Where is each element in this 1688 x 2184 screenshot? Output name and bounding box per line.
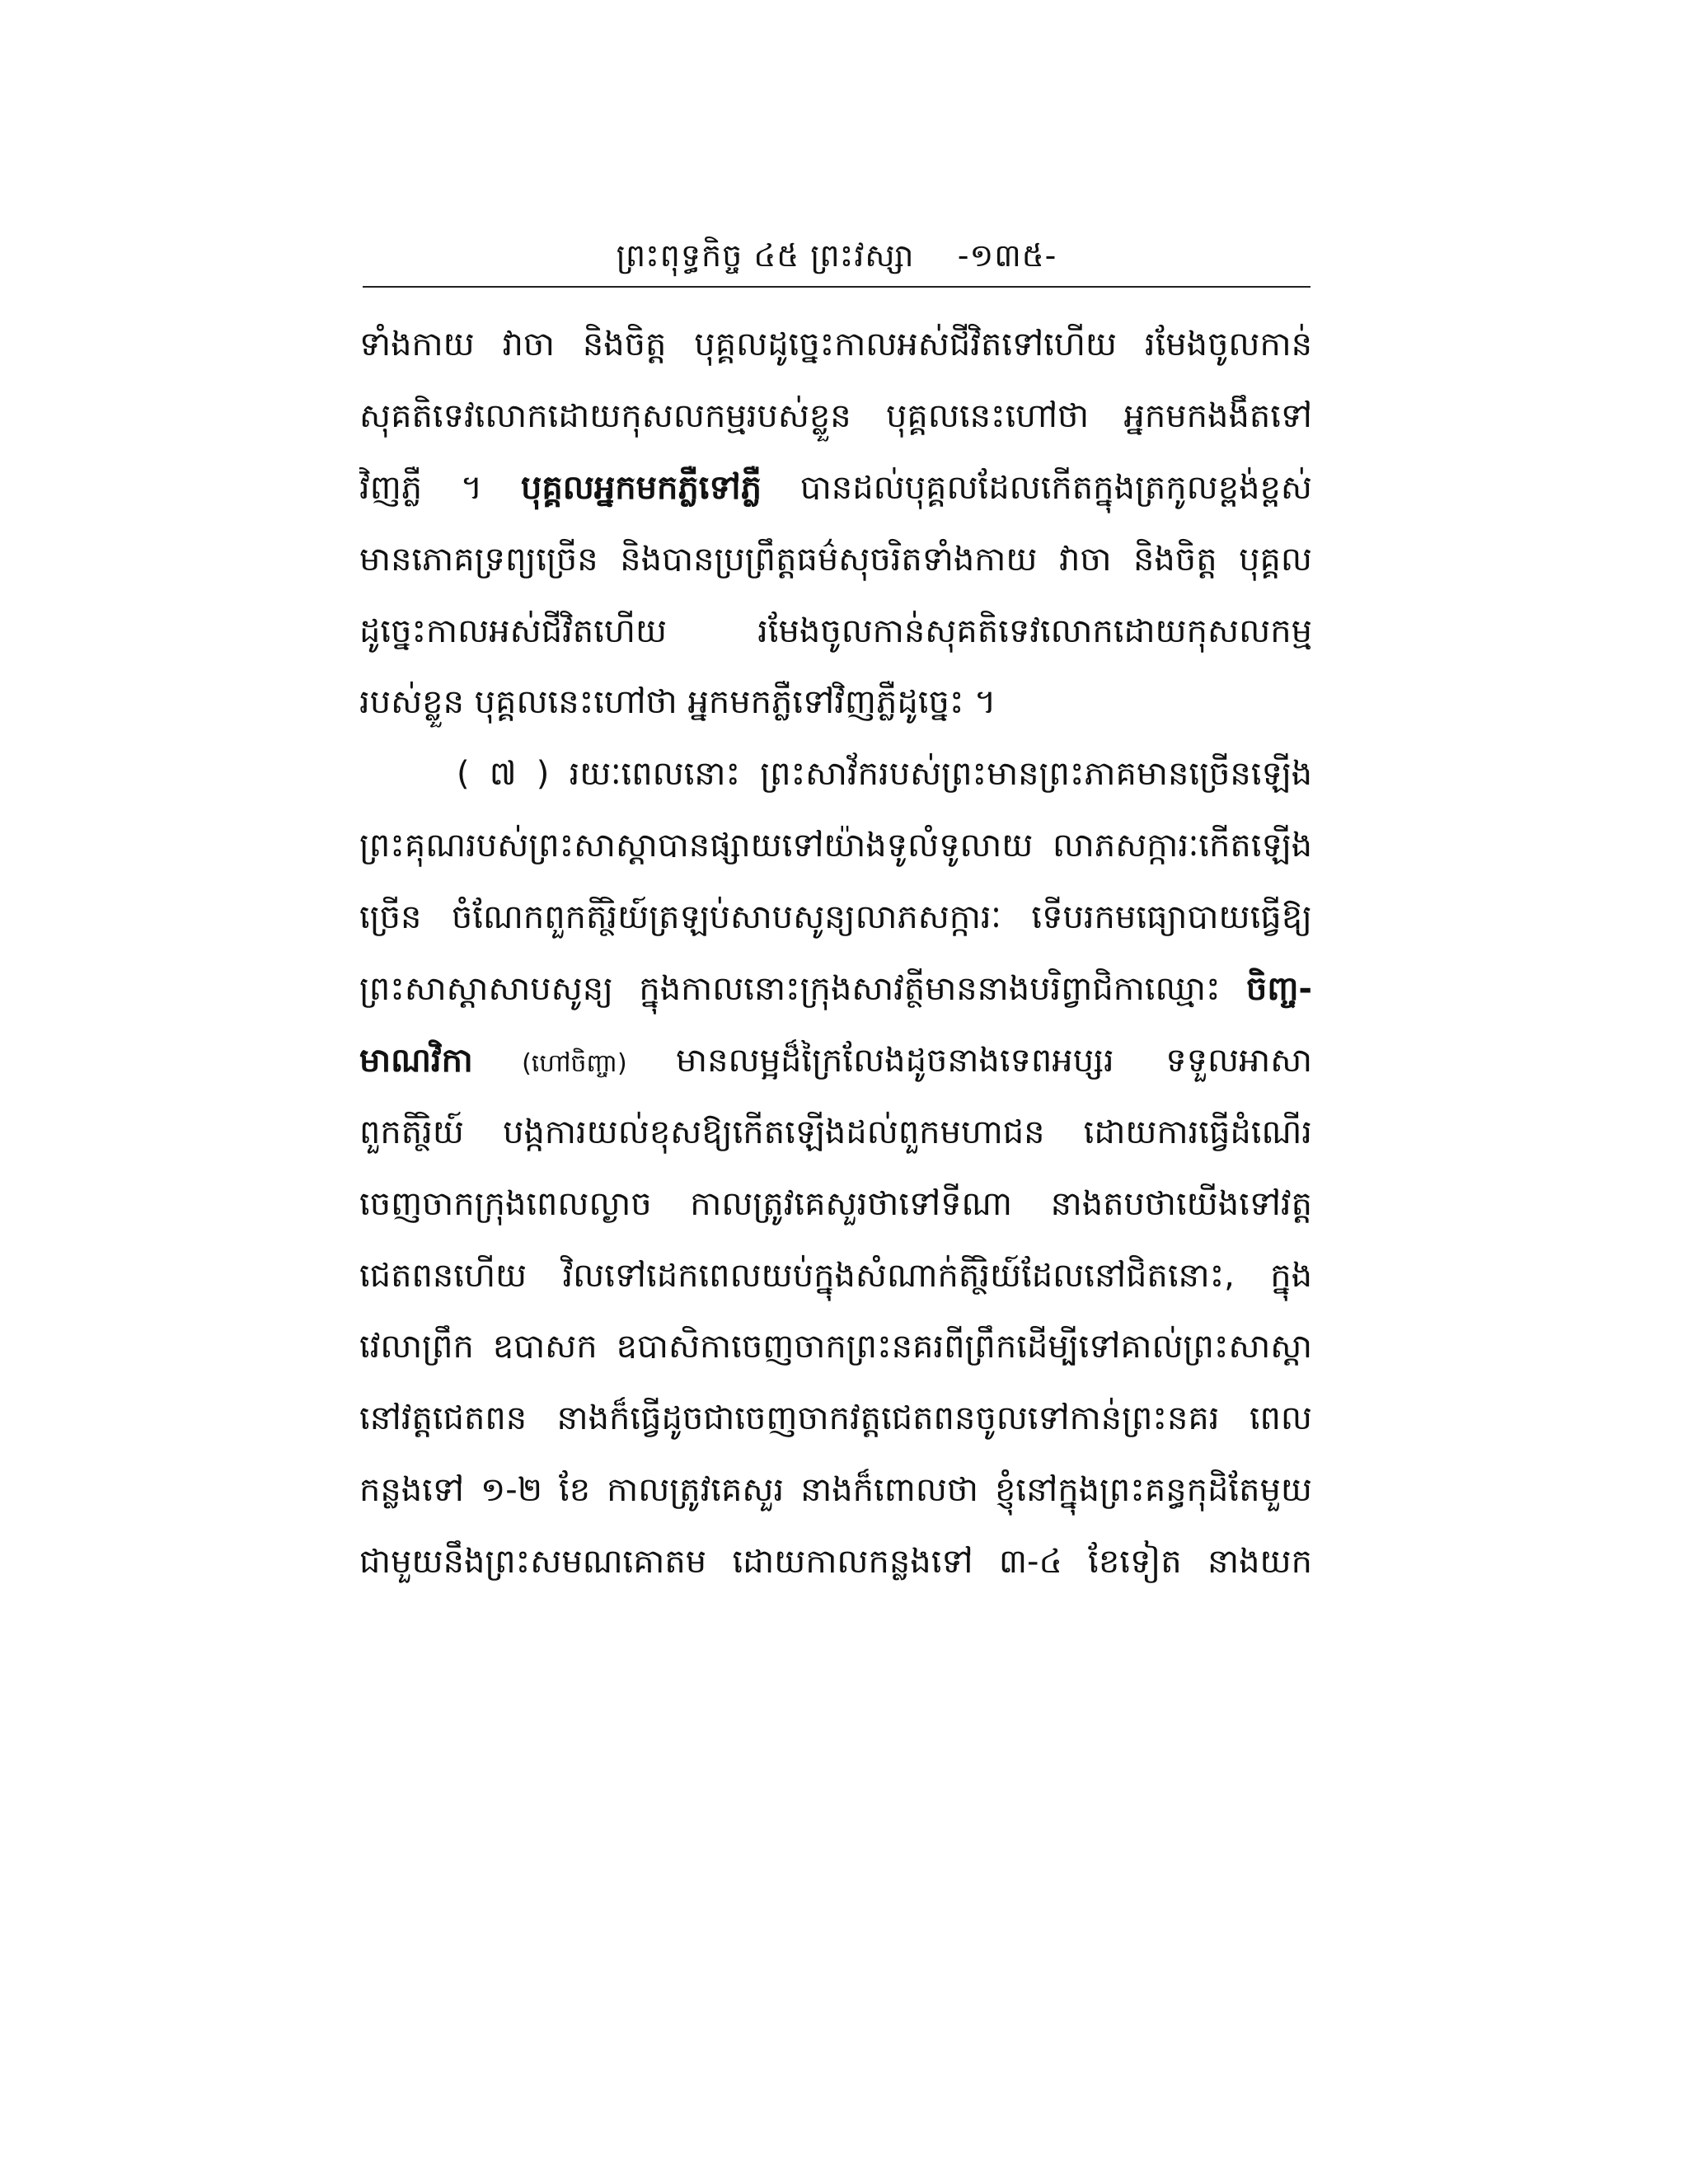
running-header bbox=[363, 232, 1311, 279]
body-text bbox=[359, 309, 1312, 1598]
text-line bbox=[359, 810, 1312, 882]
text-line bbox=[359, 667, 1312, 738]
line-text: ពួកតិរ្ថិយ៍ បង្កការយល់ខុសឱ្យកើតឡើងដល់ពួកមហាជន ដោយការធ្វើដំណើរ bbox=[359, 1113, 1312, 1151]
line-text: ជេតពនហើយ វិលទៅដេកពេលយប់ក្នុងសំណាក់តិរ្ថិយ៍ដែលនៅជិតនោះ, ក្នុង bbox=[359, 1256, 1312, 1295]
text-line bbox=[359, 954, 1312, 1025]
text-line bbox=[359, 1169, 1312, 1240]
line-text: ព្រះសាស្តាសាបសូន្យ ក្នុងកាលនោះក្រុងសាវត្ថីមាននាងបរិព្វាជិកាឈ្មោះ bbox=[359, 970, 1246, 1009]
line-text: ជាមួយនឹងព្រះសមណគោតម ដោយកាលកន្លងទៅ ៣-៤ ខែទៀត នាងយក bbox=[359, 1543, 1312, 1582]
text-line bbox=[359, 596, 1312, 668]
line-text: នៅវត្តជេតពន នាងក៏ធ្វើដូចជាចេញចាកវត្តជេតពនចូលទៅកាន់ព្រះនគរ ពេល bbox=[359, 1399, 1312, 1438]
line-text: របស់ខ្លួន បុគ្គលនេះហៅថា អ្នកមកភ្លឺទៅវិញភ្លឺដូច្នេះ ។ bbox=[359, 683, 996, 722]
line-text: ទាំងកាយ វាចា និងចិត្ត បុគ្គលដូច្នេះកាលអស់ជីវិតទៅហើយ រមែងចូលកាន់ bbox=[359, 326, 1312, 363]
text-line bbox=[359, 524, 1312, 596]
bold-term: បុគ្គលអ្នកមកភ្លឺទៅភ្លឺ bbox=[520, 468, 762, 507]
text-line bbox=[359, 452, 1312, 524]
line-text: សុគតិទេវលោកដោយកុសលកម្មរបស់ខ្លួន បុគ្គលនេះហៅថា អ្នកមកងងឹតទៅ bbox=[359, 396, 1312, 435]
text-line bbox=[359, 381, 1312, 452]
line-text: វិញភ្លឺ ។ bbox=[359, 468, 521, 507]
line-text: ចេញចាកក្រុងពេលល្ងាច កាលត្រូវគេសួរថាទៅទីណា នាងតបថាយើងទៅវត្ត bbox=[359, 1184, 1312, 1223]
text-line bbox=[359, 882, 1312, 954]
text-line bbox=[359, 1526, 1312, 1598]
header-title: ព្រះពុទ្ធកិច្ច ៤៥ ព្រះវស្សា bbox=[616, 237, 915, 274]
line-text: កន្លងទៅ ១-២ ខែ កាលត្រូវគេសួរ នាងក៏ពោលថា ខ្ញុំនៅក្នុងព្រះគន្ធកុដិតែមួយ bbox=[359, 1471, 1312, 1510]
line-text: ព្រះគុណរបស់ព្រះសាស្តាបានផ្សាយទៅយ៉ាងទូលំទូលាយ លាភសក្ការៈកើតឡើង bbox=[359, 827, 1312, 865]
text-line bbox=[359, 1097, 1312, 1169]
text-line bbox=[359, 309, 1312, 381]
line-text: មានលម្អដ៏ក្រៃលែងដូចនាងទេពអប្សរ ទទួលអាសា bbox=[676, 1041, 1312, 1080]
parenthetical-note: (ហៅចិញ្ចា) bbox=[472, 1048, 677, 1078]
text-line bbox=[359, 1311, 1312, 1383]
paragraph-start-line bbox=[359, 738, 1312, 810]
text-line bbox=[359, 1383, 1312, 1455]
bold-name: មាណវិកា bbox=[359, 1041, 473, 1080]
page-number: -១៣៥- bbox=[957, 237, 1057, 274]
line-text: បានដល់បុគ្គលដែលកើតក្នុងត្រកូលខ្ពង់ខ្ពស់ bbox=[761, 468, 1312, 507]
bold-name: ចិញ្ច- bbox=[1245, 970, 1312, 1009]
line-text: ( ៧ ) រយៈពេលនោះ ព្រះសាវ័ករបស់ព្រះមានព្រះភាគមានច្រើនឡើង bbox=[457, 755, 1312, 794]
line-text: វេលាព្រឹក ឧបាសក ឧបាសិកាចេញចាកព្រះនគរពីព្រឹកដើម្បីទៅគាល់ព្រះសាស្តា bbox=[359, 1328, 1312, 1366]
text-line bbox=[359, 1025, 1312, 1097]
text-line bbox=[359, 1455, 1312, 1526]
header-rule bbox=[363, 286, 1311, 288]
line-text: ដូច្នេះកាលអស់ជីវិតហើយ រមែងចូលកាន់សុគតិទេវលោកដោយកុសលកម្ម bbox=[359, 612, 1312, 650]
text-line bbox=[359, 1240, 1312, 1312]
line-text: មានភោគទ្រព្យច្រើន និងបានប្រព្រឹត្តធម៌សុចរិតទាំងកាយ វាចា និងចិត្ត បុគ្គល bbox=[359, 540, 1312, 579]
line-text: ច្រើន ចំណែកពួកតិរ្ថិយ៍ត្រឡប់សាបសូន្យលាភសក្ការៈ ទើបរកមធ្យោបាយធ្វើឱ្យ bbox=[359, 898, 1312, 937]
